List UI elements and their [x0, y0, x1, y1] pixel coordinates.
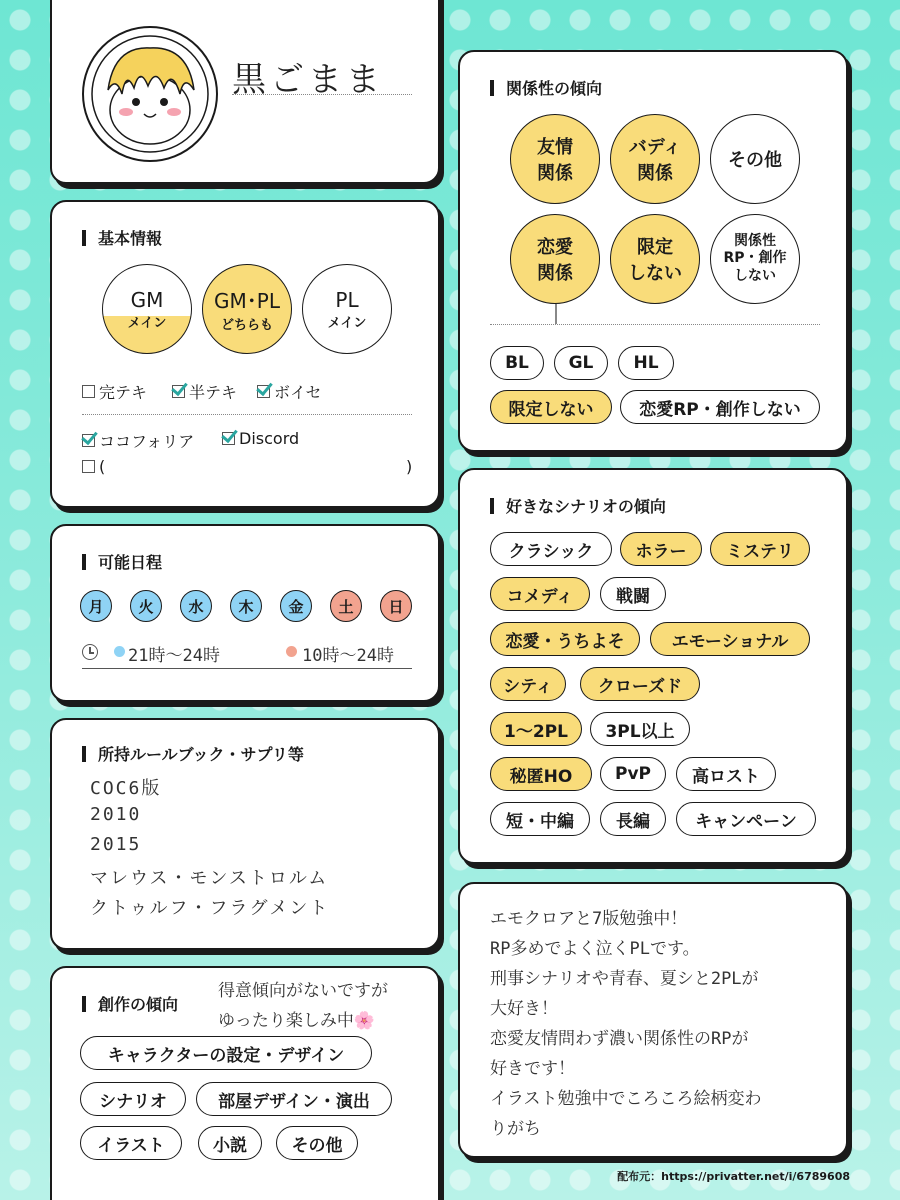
creation-note-1: 得意傾向がないですが [218, 981, 388, 1001]
scenario-tag: クローズド [580, 667, 700, 701]
role-gm-pl [202, 264, 292, 354]
tool-other-close: ) [406, 457, 413, 476]
day-3: 水 [180, 590, 212, 622]
weekday-time: 21時～24時 [128, 646, 220, 666]
book-item: 2015 [90, 834, 142, 855]
relation-tag-hl: HL [618, 346, 674, 380]
relation-tag-no-romance: 恋愛RP・創作しない [620, 390, 820, 424]
tool-discord[interactable]: Discord [222, 429, 299, 448]
relation-tag-gl: GL [554, 346, 608, 380]
creation-tag: シナリオ [80, 1082, 186, 1116]
scenario-tag: PvP [600, 757, 666, 791]
weekend-time: 10時～24時 [302, 646, 394, 666]
schedule-card [50, 524, 440, 702]
tool-cocofolia[interactable]: ココフォリア [82, 429, 194, 452]
role-gm-pl-label: GM･PL [214, 289, 280, 313]
weekday-dot-icon [114, 646, 125, 657]
avatar [82, 26, 218, 162]
scenario-tag: 長編 [600, 802, 666, 836]
name-underline [232, 94, 412, 95]
option-voice[interactable]: ボイセ [257, 380, 322, 403]
relation-friendship: 友情 関係 [510, 114, 600, 204]
scenario-tag: クラシック [490, 532, 612, 566]
creation-title: 創作の傾向 [82, 992, 178, 1015]
role-pl-main-label: PL [335, 287, 359, 312]
schedule-underline [82, 668, 412, 669]
creation-tag: 部屋デザイン・演出 [196, 1082, 392, 1116]
checkbox-checked-icon [172, 385, 185, 398]
scenario-tag: ミステリ [710, 532, 810, 566]
day-4: 木 [230, 590, 262, 622]
scenario-tag: 3PL以上 [590, 712, 690, 746]
scenario-tag: キャンペーン [676, 802, 816, 836]
relation-card [458, 50, 848, 452]
option-hantext[interactable]: 半テキ [172, 380, 237, 403]
checkbox-checked-icon [222, 432, 235, 445]
memo-line: りがち [490, 1119, 541, 1139]
creation-tag: イラスト [80, 1126, 182, 1160]
basic-info-card [50, 200, 440, 508]
clock-icon [82, 644, 98, 660]
footer-credit: 配布元：https://privatter.net/i/6789608 [617, 1170, 850, 1183]
scenario-tag: 秘匿HO [490, 757, 592, 791]
hamster-avatar-icon [84, 28, 216, 160]
relation-buddy: バディ 関係 [610, 114, 700, 204]
role-gm-pl-sub: どちらも [220, 318, 273, 333]
memo-line: 大好き！ [490, 999, 558, 1019]
basic-info-title: 基本情報 [82, 226, 162, 249]
memo-line: 恋愛友情問わず濃い関係性のRPが [490, 1029, 749, 1049]
memo-card [458, 882, 848, 1158]
relation-romance: 恋愛 関係 [510, 214, 600, 304]
connector-line [555, 304, 557, 324]
memo-line: イラスト勉強中でころころ絵柄変わ [490, 1089, 762, 1109]
scenario-tag: 短・中編 [490, 802, 590, 836]
role-pl-main-sub: メイン [327, 315, 367, 331]
day-7: 日 [380, 590, 412, 622]
role-gm-main [102, 264, 192, 354]
creation-tag: その他 [276, 1126, 358, 1160]
creation-tag: キャラクターの設定・デザイン [80, 1036, 372, 1070]
scenario-tag: エモーショナル [650, 622, 810, 656]
scenario-tag: ホラー [620, 532, 702, 566]
profile-card [50, 0, 440, 184]
basic-divider [82, 414, 412, 415]
relation-tag-bl: BL [490, 346, 544, 380]
creation-card [50, 966, 440, 1200]
scenario-tag: 戦闘 [600, 577, 666, 611]
book-item: 2010 [90, 804, 142, 825]
checkbox-checked-icon [82, 434, 95, 447]
weekend-dot-icon [286, 646, 297, 657]
scenario-title: 好きなシナリオの傾向 [490, 494, 666, 517]
book-item: COC6版 [90, 778, 162, 799]
day-6: 土 [330, 590, 362, 622]
scenario-tag: コメディ [490, 577, 590, 611]
role-gm-main-sub: メイン [127, 315, 167, 331]
scenario-card [458, 468, 848, 864]
scenario-tag: 恋愛・うちよそ [490, 622, 640, 656]
day-1: 月 [80, 590, 112, 622]
checkbox-checked-icon [257, 385, 270, 398]
relation-divider [490, 324, 820, 325]
schedule-title: 可能日程 [82, 550, 162, 573]
checkbox-icon [82, 385, 95, 398]
role-pl-main [302, 264, 392, 354]
books-title: 所持ルールブック・サプリ等 [82, 742, 304, 765]
memo-line: RP多めでよく泣くPLです。 [490, 939, 700, 959]
memo-line: 好きです！ [490, 1059, 575, 1079]
scenario-tag: シティ [490, 667, 566, 701]
day-5: 金 [280, 590, 312, 622]
scenario-tag: 1～2PL [490, 712, 582, 746]
relation-no-rp: 関係性 RP・創作 しない [710, 214, 800, 304]
role-gm-main-label: GM [130, 287, 164, 312]
profile-name: 黒ごまま [232, 60, 384, 100]
relation-tag-unlimited: 限定しない [490, 390, 612, 424]
checkbox-icon [82, 460, 95, 473]
scenario-tag: 高ロスト [676, 757, 776, 791]
creation-tag: 小説 [198, 1126, 262, 1160]
tool-other[interactable]: ( [82, 457, 105, 476]
book-item: クトゥルフ・フラグメント [90, 898, 330, 919]
creation-note-2: ゆったり楽しみ中🌸 [218, 1011, 375, 1031]
relation-other: その他 [710, 114, 800, 204]
relation-title: 関係性の傾向 [490, 76, 602, 99]
books-card [50, 718, 440, 950]
book-item: マレウス・モンストロルム [90, 868, 329, 889]
relation-unlimited: 限定 しない [610, 214, 700, 304]
day-2: 火 [130, 590, 162, 622]
memo-line: 刑事シナリオや青春、夏シと2PLが [490, 969, 759, 989]
memo-line: エモクロアと7版勉強中！ [490, 909, 688, 929]
option-kantext[interactable]: 完テキ [82, 380, 147, 403]
